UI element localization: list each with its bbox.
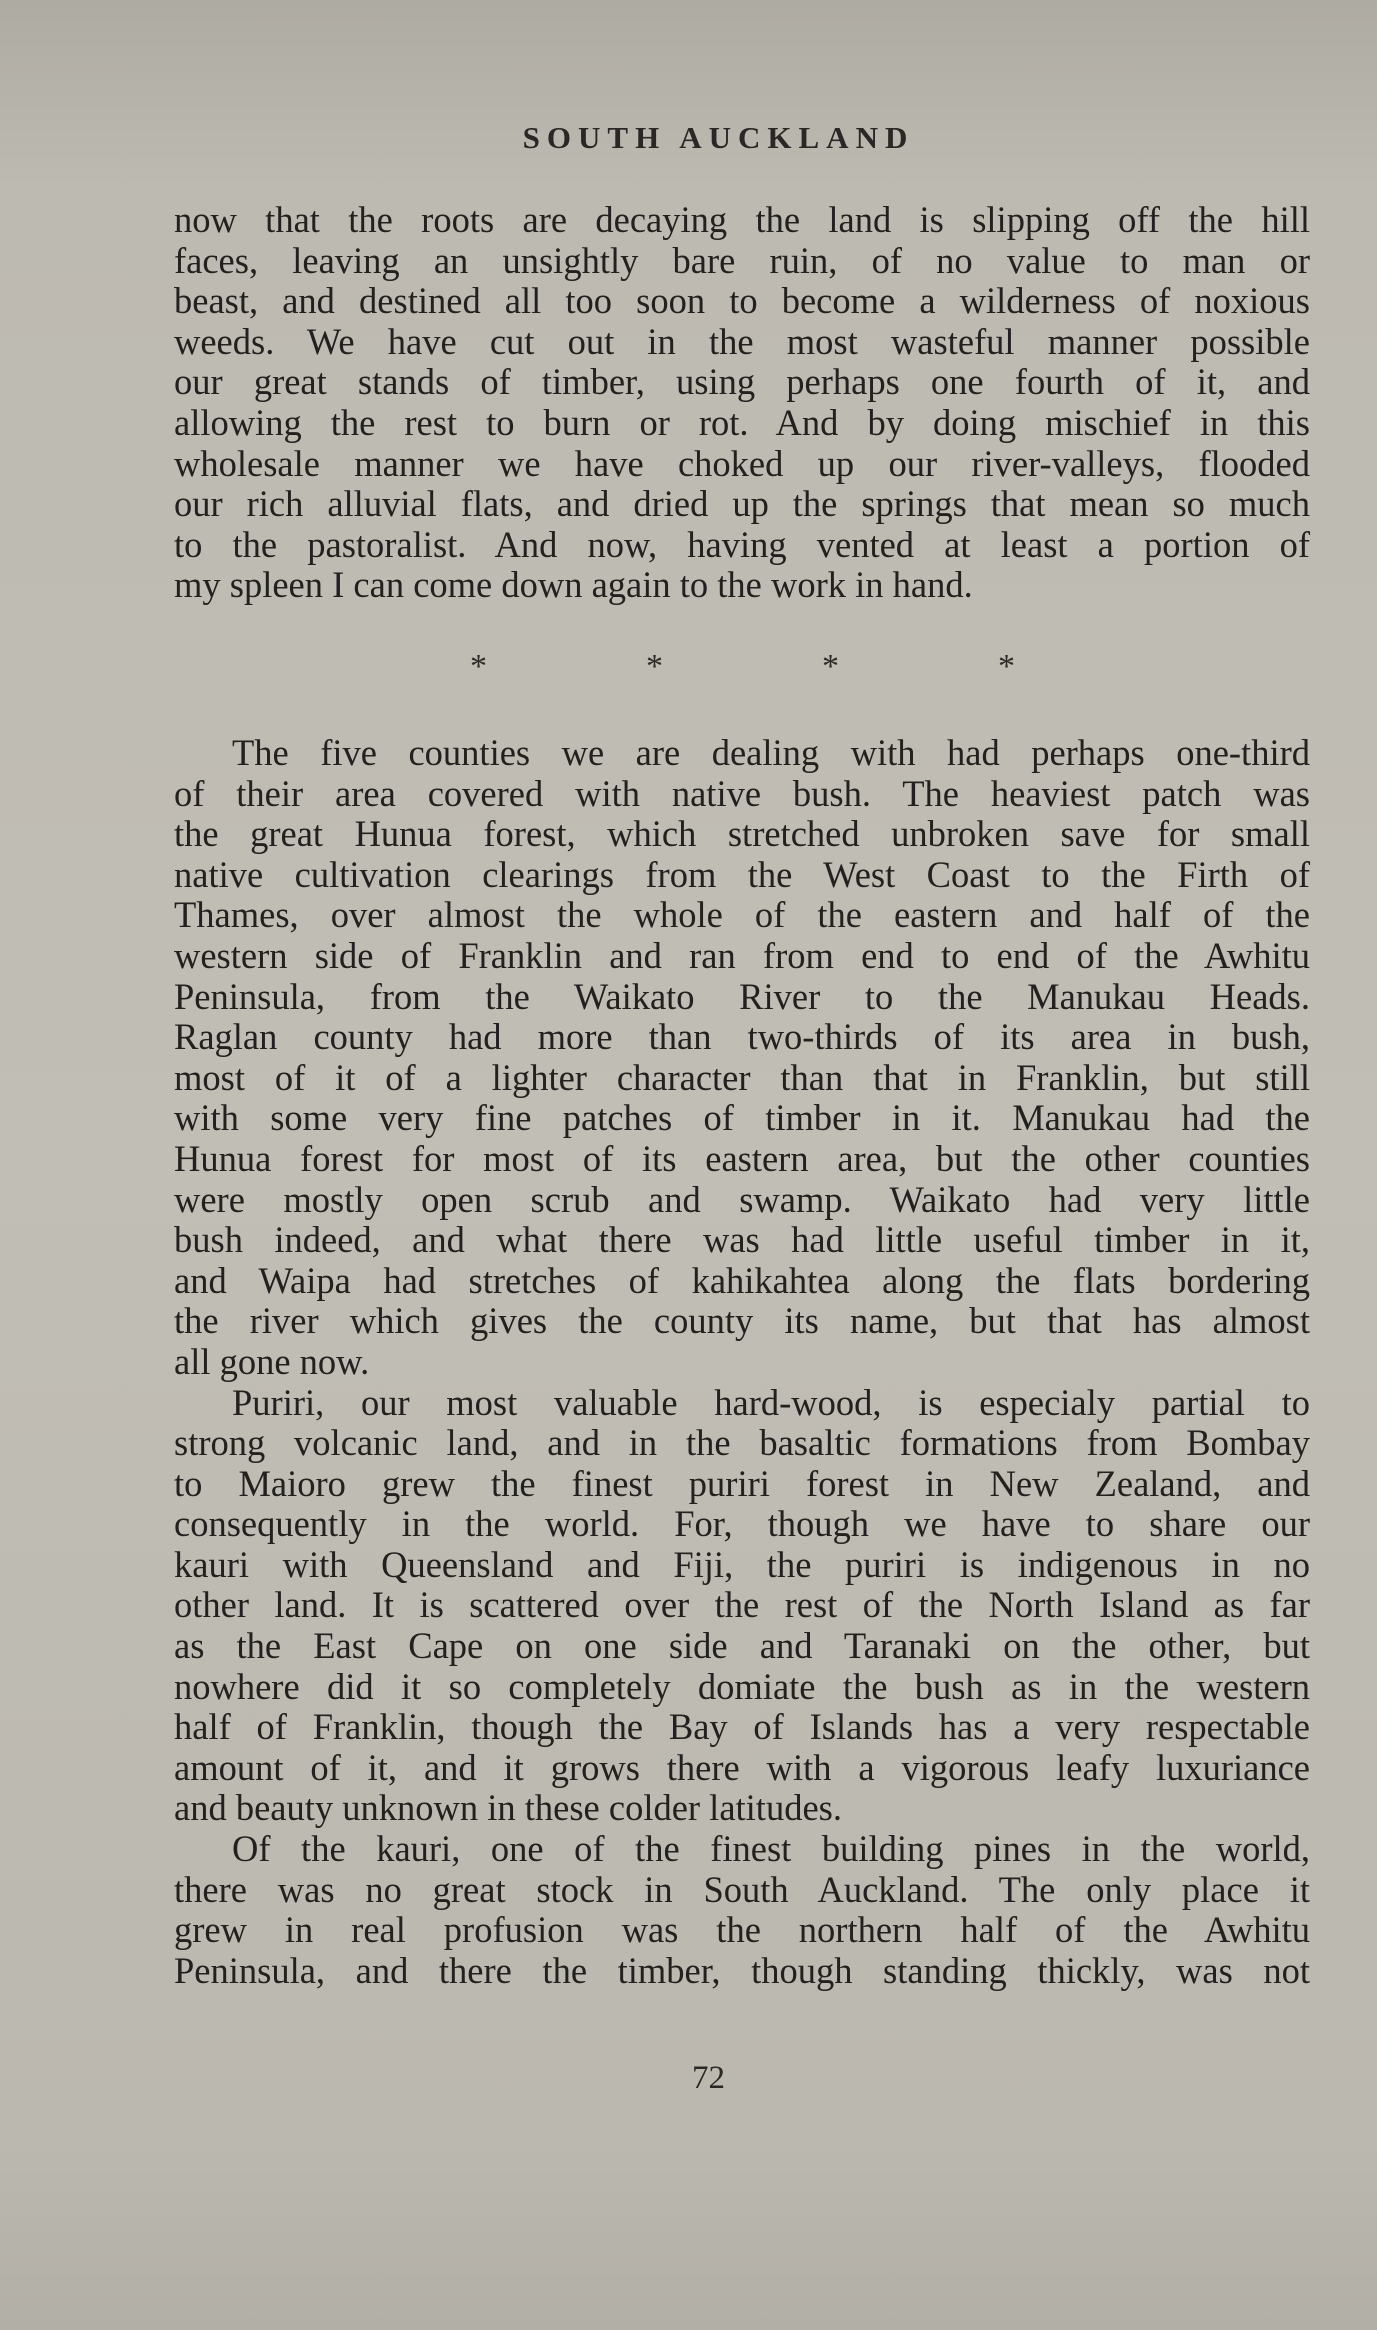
text-line: our rich alluvial flats, and dried up the springs that mean so much [174, 483, 1310, 525]
paragraph-bush [174, 733, 1310, 1383]
text-line: faces, leaving an unsightly bare ruin, of no value to man or [174, 239, 1310, 281]
text-line: nowhere did it so completely domiate the bush as in the western [174, 1665, 1310, 1707]
text-line: beast, and destined all too soon to become a wilderness of noxious [174, 280, 1310, 322]
text-line: The five counties we are dealing with had perhaps one-third [232, 732, 1310, 773]
text-line: to Maioro grew the finest puriri forest in New Zealand, and [174, 1462, 1310, 1504]
asterisk: * [646, 648, 663, 685]
text-line: and beauty unknown in these colder latitudes. [174, 1787, 842, 1829]
text-line: grew in real profusion was the northern half of the Awhitu [174, 1909, 1310, 1951]
text-line: were mostly open scrub and swamp. Waikato had very little [174, 1178, 1310, 1220]
text-line: Thames, over almost the whole of the eastern and half of the [174, 894, 1310, 936]
text-line: native cultivation clearings from the West Coast to the Firth of [174, 853, 1310, 895]
text-line: our great stands of timber, using perhaps one fourth of it, and [174, 361, 1310, 403]
paragraph-kauri [174, 1829, 1310, 1991]
text-line: half of Franklin, though the Bay of Islands has a very respectable [174, 1706, 1310, 1748]
text-line: all gone now. [174, 1340, 370, 1382]
text-line: amount of it, and it grows there with a vigorous leafy luxuriance [174, 1746, 1310, 1788]
text-line: my spleen I can come down again to the work in hand. [174, 564, 973, 606]
text-line: Hunua forest for most of its eastern area, but the other counties [174, 1137, 1310, 1179]
paragraph-puriri [174, 1383, 1310, 1830]
text-line: Raglan county had more than two-thirds of its area in bush, [174, 1016, 1310, 1058]
text-line: most of it of a lighter character than that in Franklin, but still [174, 1056, 1310, 1098]
text-line: to the pastoralist. And now, having vented at least a portion of [174, 523, 1310, 565]
asterisk: * [822, 648, 839, 685]
text-line: of their area covered with native bush. The heaviest patch was [174, 772, 1310, 814]
running-head: SOUTH AUCKLAND [522, 120, 915, 155]
text-line: bush indeed, and what there was had little useful timber in it, [174, 1219, 1310, 1261]
text-line: and Waipa had stretches of kahikahtea along the flats bordering [174, 1259, 1310, 1301]
text-line: allowing the rest to burn or rot. And by doing mischief in this [174, 401, 1310, 443]
text-line: with some very fine patches of timber in it. Manukau had the [174, 1097, 1310, 1139]
asterisk: * [998, 648, 1015, 685]
text-line: western side of Franklin and ran from end to end of the Awhitu [174, 934, 1310, 976]
text-line: Puriri, our most valuable hard-wood, is especialy partial to [232, 1381, 1310, 1423]
text-line: consequently in the world. For, though we have to share our [174, 1503, 1310, 1545]
text-line: strong volcanic land, and in the basaltic formations from Bombay [174, 1422, 1310, 1464]
page-number: 72 [692, 2060, 725, 2096]
text-line: the great Hunua forest, which stretched unbroken save for small [174, 813, 1310, 855]
text-line: there was no great stock in South Auckland. The only place it [174, 1868, 1310, 1910]
paragraph-continued [174, 200, 1310, 606]
text-line: other land. It is scattered over the rest of the North Island as far [174, 1584, 1310, 1626]
text-line: the river which gives the county its name, but that has almost [174, 1300, 1310, 1342]
asterisk: * [470, 648, 487, 685]
text-line: Of the kauri, one of the finest building pines in the world, [232, 1828, 1310, 1870]
body-text [174, 733, 1310, 1991]
section-break-asterism [470, 648, 1030, 688]
text-line: Peninsula, and there the timber, though standing thickly, was not [174, 1949, 1310, 1991]
text-line: wholesale manner we have choked up our river-valleys, flooded [174, 442, 1310, 484]
text-line: now that the roots are decaying the land is slipping off the hill [174, 199, 1310, 240]
text-line: weeds. We have cut out in the most wasteful manner possible [174, 320, 1310, 362]
text-line: kauri with Queensland and Fiji, the puriri is indigenous in no [174, 1543, 1310, 1585]
text-line: as the East Cape on one side and Taranaki on the other, but [174, 1625, 1310, 1667]
text-line: Peninsula, from the Waikato River to the Manukau Heads. [174, 975, 1310, 1017]
